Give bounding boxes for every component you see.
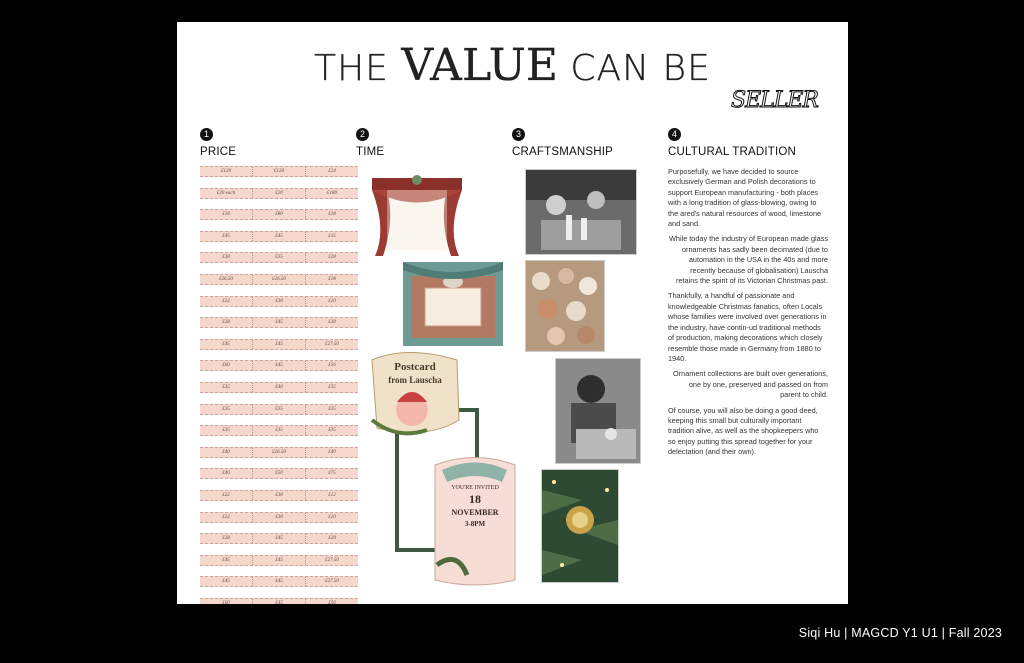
price-tag-value: £50 <box>253 469 306 478</box>
column-number-3: 3 <box>512 128 525 141</box>
price-tag-row <box>200 576 358 587</box>
price-tag-row <box>200 598 358 604</box>
price-tag-value: £38 <box>253 491 306 500</box>
price-tag-value: £27.50 <box>325 557 339 563</box>
price-tag-value: £38 <box>328 320 336 326</box>
price-tag-value: £60 <box>200 361 253 370</box>
price-tag-row <box>200 425 358 436</box>
price-tag-value: £18 <box>328 276 336 282</box>
price-tag-value: £26.50 <box>253 448 306 457</box>
price-tag-value: £35 <box>200 405 253 414</box>
price-tag-value: £26.50 <box>253 275 306 284</box>
price-tag-value: £45 <box>200 577 253 586</box>
price-tag-row <box>200 339 358 350</box>
poster-sheet <box>177 22 848 604</box>
price-tag-row <box>200 490 358 501</box>
price-tag-value: £20 <box>253 189 306 198</box>
price-tag-value: £18 <box>328 212 336 218</box>
price-tag-row <box>200 252 358 263</box>
footer-credit: Siqi Hu | MAGCD Y1 U1 | Fall 2023 <box>798 626 1002 640</box>
price-tag-value: £18 <box>328 255 336 261</box>
artisan-painting-photo <box>555 358 641 464</box>
price-tag-row <box>200 188 358 199</box>
price-tag-value: £10 <box>328 298 336 304</box>
price-tag-value: £45 <box>253 577 306 586</box>
price-tag-value: £40 <box>328 449 336 455</box>
price-tag-row <box>200 296 358 307</box>
price-tag-row <box>200 274 358 285</box>
price-tag-value: £28 <box>200 534 253 543</box>
tradition-paragraph-1: Purposefully, we have decided to source exclusively German and Polish decorations to support European manufacturing - both places with a long tradition of glass-blowing, owing to the ared's natural resources of wood, limestone and sand. <box>668 167 822 229</box>
time-collage <box>367 170 517 590</box>
price-tag-value: £45 <box>253 340 306 349</box>
stage-frame-illustration <box>403 262 503 346</box>
price-tag-value: £22 <box>200 491 253 500</box>
column-number-2: 2 <box>356 128 369 141</box>
price-tag-value: £45 <box>253 534 306 543</box>
price-tag-value: £80 <box>253 210 306 219</box>
price-tag-value: £35 <box>253 253 306 262</box>
postcard-line-2: from Lauscha <box>388 375 442 385</box>
price-tag-value: £18 <box>200 210 253 219</box>
price-tag-value: £45 <box>253 556 306 565</box>
workshop-photo <box>525 169 637 255</box>
price-tag-row <box>200 166 358 177</box>
event-card-invite: YOU'RE INVITED <box>451 485 499 491</box>
price-tag-value: £45 <box>253 318 306 327</box>
price-tag-value: £35 <box>328 428 336 434</box>
price-tag-value: £45 <box>253 599 306 604</box>
column-number-4: 4 <box>668 128 681 141</box>
event-card-time: 3-8PM <box>464 520 486 528</box>
price-tag-value: £35 <box>328 406 336 412</box>
price-tag-value: £45 <box>200 232 253 241</box>
column-number-1: 1 <box>200 128 213 141</box>
price-tag-value: £35 <box>200 383 253 392</box>
event-card-day: 18 <box>469 492 481 506</box>
price-tag-value: £120 <box>200 167 253 176</box>
price-tag-row <box>200 317 358 328</box>
tradition-paragraph-3: Thankfully, a handful of passionate and knowledgeable Christmas fanatics, often Locals whose families were involved over generations in the industry, have contin-ud traditional methods of production, making decorations which closely resemble those made in Germany from 1880 to 1940. <box>668 291 827 363</box>
price-tag-value: £38 <box>200 253 253 262</box>
price-tag-row <box>200 231 358 242</box>
price-tag-value: £45 <box>253 361 306 370</box>
price-tag-list <box>200 166 358 604</box>
price-tag-row <box>200 404 358 415</box>
price-tag-value: £40 <box>200 448 253 457</box>
tradition-paragraph-2: While today the industry of European made glass ornaments has sadly been decimated (due to automation in the USA in the 40s and more recently because of globalisation) Lauscha retains the spirit of its Victorian Christmas past. <box>669 234 828 286</box>
price-tag-value: £28 <box>200 318 253 327</box>
column-heading-price: PRICE <box>200 146 237 158</box>
price-tag-value: £12 <box>328 492 336 498</box>
price-tag-value: £45 <box>253 232 306 241</box>
price-tag-value: £27.50 <box>325 341 339 347</box>
price-tag-row <box>200 512 358 523</box>
price-tag-value: £15 <box>328 233 336 239</box>
price-tag-value: £35 <box>200 426 253 435</box>
price-tag-value: £27.50 <box>325 579 339 585</box>
price-tag-value: £56 <box>328 600 336 604</box>
price-tag-value: £28 <box>328 536 336 542</box>
price-tag-row <box>200 360 358 371</box>
price-tag-row <box>200 533 358 544</box>
event-card-month: NOVEMBER <box>451 508 499 517</box>
price-tag-value: £40 <box>253 383 306 392</box>
price-tag-row <box>200 209 358 220</box>
theatre-curtain-illustration <box>372 175 462 256</box>
price-tag-row <box>200 555 358 566</box>
postcard-line-1: Postcard <box>394 361 436 373</box>
price-tag-value: £35 <box>253 426 306 435</box>
page-title <box>177 40 848 91</box>
price-tag-value: £45 <box>200 556 253 565</box>
column-heading-time: TIME <box>356 146 385 158</box>
price-tag-value: £35 <box>253 405 306 414</box>
cultural-tradition-text <box>668 167 828 463</box>
price-tag-value: £26.50 <box>200 275 253 284</box>
tradition-paragraph-4: Ornament collections are built over generations, one by one, preserved and passed on from parent to child. <box>673 369 828 400</box>
price-tag-value: £56 <box>328 363 336 369</box>
price-tag-value: £45 <box>200 340 253 349</box>
price-tag-row <box>200 382 358 393</box>
title-part-3: CAN BE <box>570 48 711 89</box>
price-tag-value: £22 <box>200 513 253 522</box>
price-tag-value: £20 each <box>200 189 253 198</box>
price-tag-value: £60 <box>200 599 253 604</box>
price-tag-value: £22 <box>200 297 253 306</box>
price-tag-value: £180 <box>327 190 337 196</box>
price-tag-value: £35 <box>328 384 336 390</box>
price-tag-value: £24 <box>328 169 336 174</box>
price-tag-value: £38 <box>253 297 306 306</box>
price-tag-row <box>200 447 358 458</box>
ornaments-photo <box>525 260 605 352</box>
price-tag-value: £40 <box>200 469 253 478</box>
price-tag-value: £10 <box>328 514 336 520</box>
christmas-tree-ornament-photo <box>541 469 619 583</box>
price-tag-row <box>200 468 358 479</box>
price-tag-value: £38 <box>253 513 306 522</box>
column-heading-cultural-tradition: CULTURAL TRADITION <box>668 146 796 158</box>
title-part-2: VALUE <box>401 40 558 91</box>
tradition-paragraph-5: Of course, you will also be doing a good deed, keeping this small but culturally important tradition alive, as well as the shopkeepers who so enjoy putting this spread together for your delectation (and their own). <box>668 405 819 457</box>
price-tag-value: £120 <box>253 167 306 176</box>
column-heading-craftsmanship: CRAFTSMANSHIP <box>512 146 613 158</box>
seller-logo: SELLER <box>731 88 818 113</box>
price-tag-value: £75 <box>328 471 336 477</box>
title-part-1: THE <box>314 48 389 89</box>
